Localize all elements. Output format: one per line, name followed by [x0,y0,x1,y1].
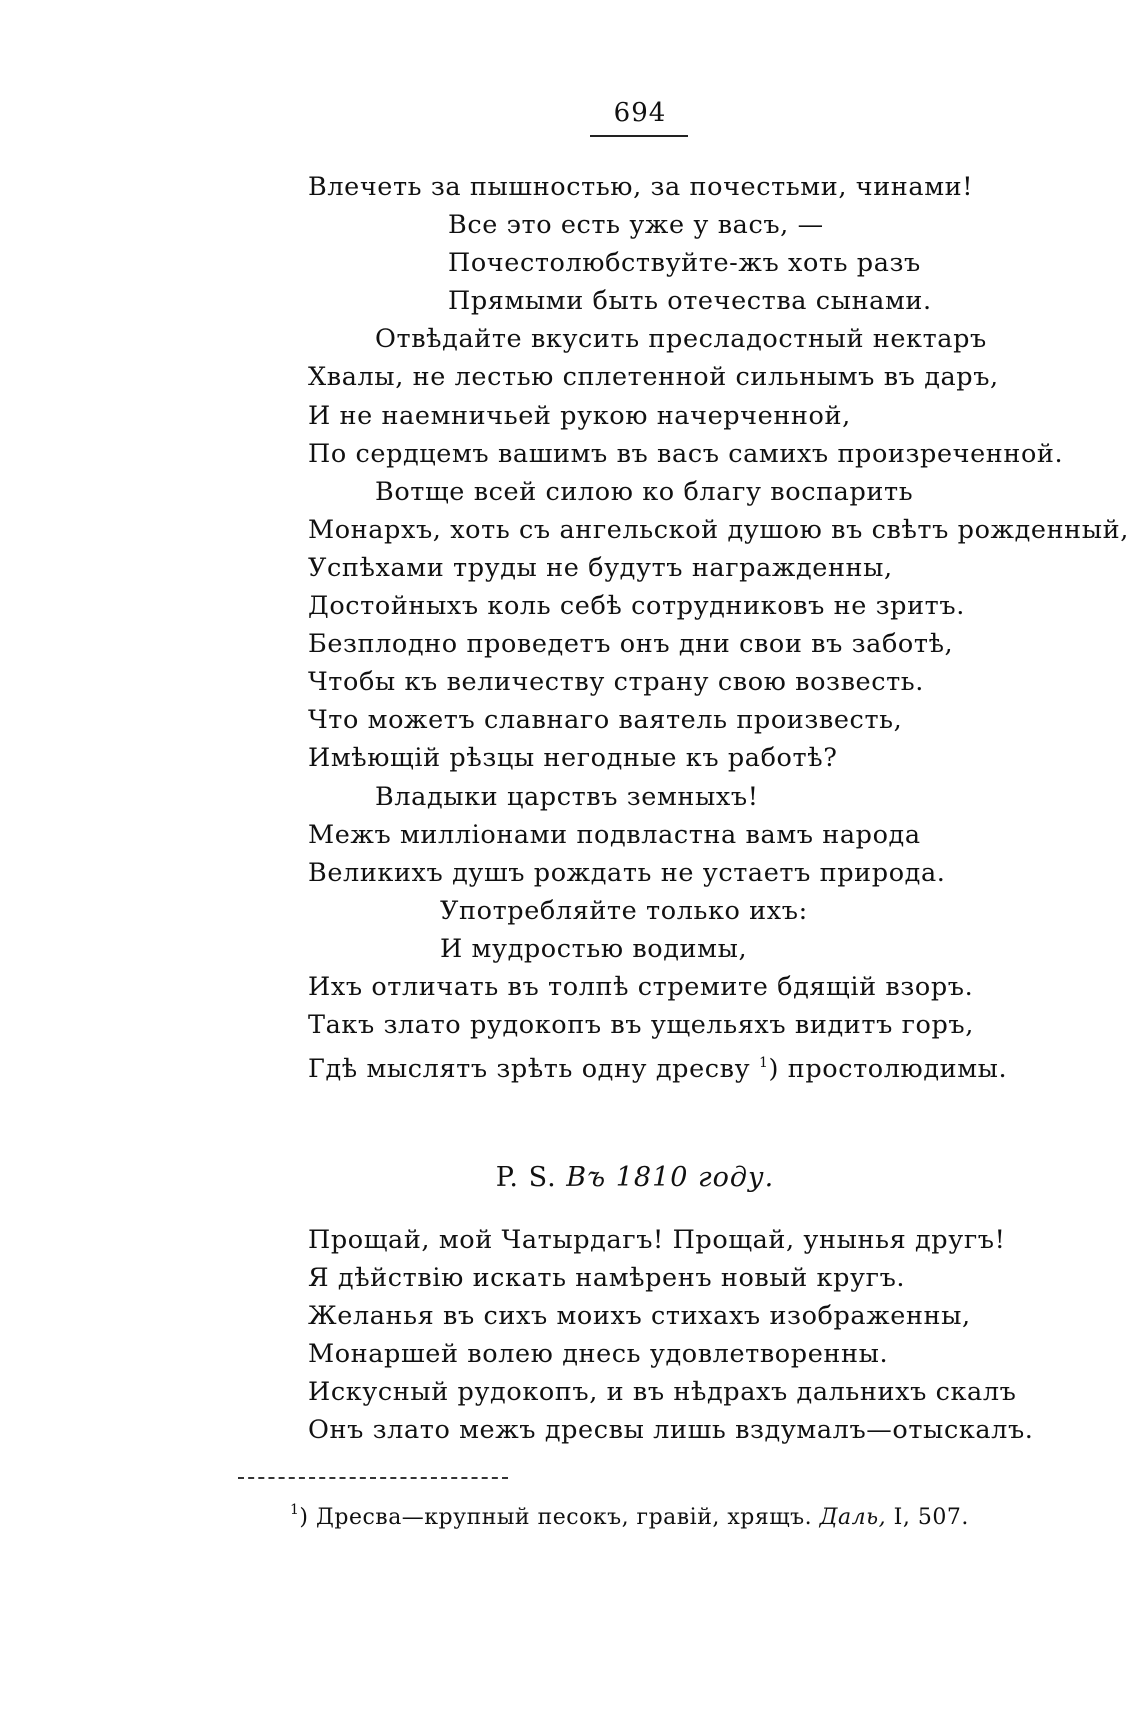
verse-text: Почестолюбствуйте-жъ хоть разъ [448,248,921,279]
verse-text: Чтобы къ величеству страну свою возвесть. [308,667,924,698]
verse-line [0,701,1140,739]
page-number-rule [590,135,688,137]
verse-line [0,663,1140,701]
verse-text: Отвѣдайте вкусить пресладостный нектаръ [375,324,987,355]
verse-text: Желанья въ сихъ моихъ стихахъ изображенны, [308,1301,971,1332]
verse-line [0,282,1140,320]
verse-text: Влечеть за пышностью, за почестьми, чинами! [308,172,974,202]
verse-text: Монаршей волею днесь удовлетворенны. [308,1339,889,1370]
verse-line [0,320,1140,358]
verse-line [0,625,1140,663]
verse-text: Межъ милліонами подвластна вамъ народа [308,819,921,850]
verse-line [0,1335,1140,1373]
verse-line [0,816,1140,854]
verse-line [0,1221,1140,1259]
verse-line [0,206,1140,244]
verse-line [0,397,1140,435]
verse-text: Прощай, мой Чатырдагъ! Прощай, унынья другъ! [308,1225,1006,1255]
verse-text: Имѣющій рѣзцы негодные къ работѣ? [308,743,838,774]
verse-line [0,1259,1140,1297]
verse-line [0,892,1140,930]
verse-text: Искусный рудокопъ, и въ нѣдрахъ дальнихъ скалъ [308,1377,1017,1408]
verse-line [0,778,1140,816]
verse-line [0,244,1140,282]
verse-text: Вотще всей силою ко благу воспарить [375,476,914,507]
verse-line [0,511,1140,549]
verse-line [0,168,1140,206]
verse-line [0,549,1140,587]
verse-text: Успѣхами труды не будутъ награжденны, [308,552,893,583]
verse-line [0,854,1140,892]
verse-text: Безплодно проведетъ онъ дни свои въ заботѣ, [308,629,954,660]
verse-line [0,358,1140,396]
verse-text: Монархъ, хоть съ ангельской душою въ свѣтъ рожденный, [308,514,1129,545]
verse-text: Онъ злато межъ дресвы лишь вздумалъ—отыскалъ. [308,1415,1034,1446]
poem-2 [0,1221,1140,1450]
verse-line [0,473,1140,511]
verse-line [0,930,1140,968]
verse-text: Такъ злато рудокопъ въ ущельяхъ видитъ горъ, [308,1010,974,1041]
heading-prefix: P. S. [495,1162,557,1193]
footnote-marker: 1 [290,1502,300,1518]
footnote-reference: 1 [758,1055,769,1072]
verse-line [0,739,1140,777]
verse-text: И мудростью водимы, [440,933,748,964]
verse-text: Прямыми быть отечества сынами. [448,286,932,317]
footnote-source: Даль, [819,1505,887,1530]
verse-text: Хвалы, не лестью сплетенной сильнымъ въ даръ, [308,362,999,393]
verse-text: Великихъ душъ рождать не устаетъ природа. [308,857,946,888]
verse-text: Употребляйте только ихъ: [440,895,808,926]
verse-line [0,587,1140,625]
verse-text: Достойныхъ коль себѣ сотрудниковъ не зритъ. [308,591,965,622]
verse-line [0,1411,1140,1449]
footnote-rule [238,1477,508,1479]
heading-italic: Въ 1810 году. [566,1162,775,1193]
page-number: 694 [613,98,667,128]
postscript-heading [0,1162,1140,1193]
verse-text: И не наемничьей рукою начерченной, [308,400,851,431]
verse-text: Все это есть уже у васъ, — [448,210,824,241]
verse-text: Гдѣ мыслятъ зрѣть одну дресву [308,1054,751,1085]
verse-line [0,968,1140,1006]
verse-text: Владыки царствъ земныхъ! [375,781,759,812]
poem-1 [0,168,1140,1085]
verse-text: Ихъ отличать въ толпѣ стремите бдящій взоръ. [308,971,974,1002]
verse-line [0,1044,1140,1085]
verse-text: Что можетъ славнаго ваятель произвесть, [308,705,903,736]
verse-line [0,1297,1140,1335]
verse-text-tail: ) простолюдимы. [768,1054,1008,1085]
verse-line [0,435,1140,473]
footnote-ref: I, 507. [886,1505,969,1530]
verse-text: По сердцемъ вашимъ въ васъ самихъ произреченной. [308,438,1064,469]
verse-text: Я дѣйствію искать намѣренъ новый кругъ. [308,1263,906,1294]
verse-line [0,1373,1140,1411]
verse-line [0,1006,1140,1044]
footnote [290,1502,969,1530]
footnote-text: ) Дресва—крупный песокъ, гравій, хрящъ. [299,1505,820,1530]
